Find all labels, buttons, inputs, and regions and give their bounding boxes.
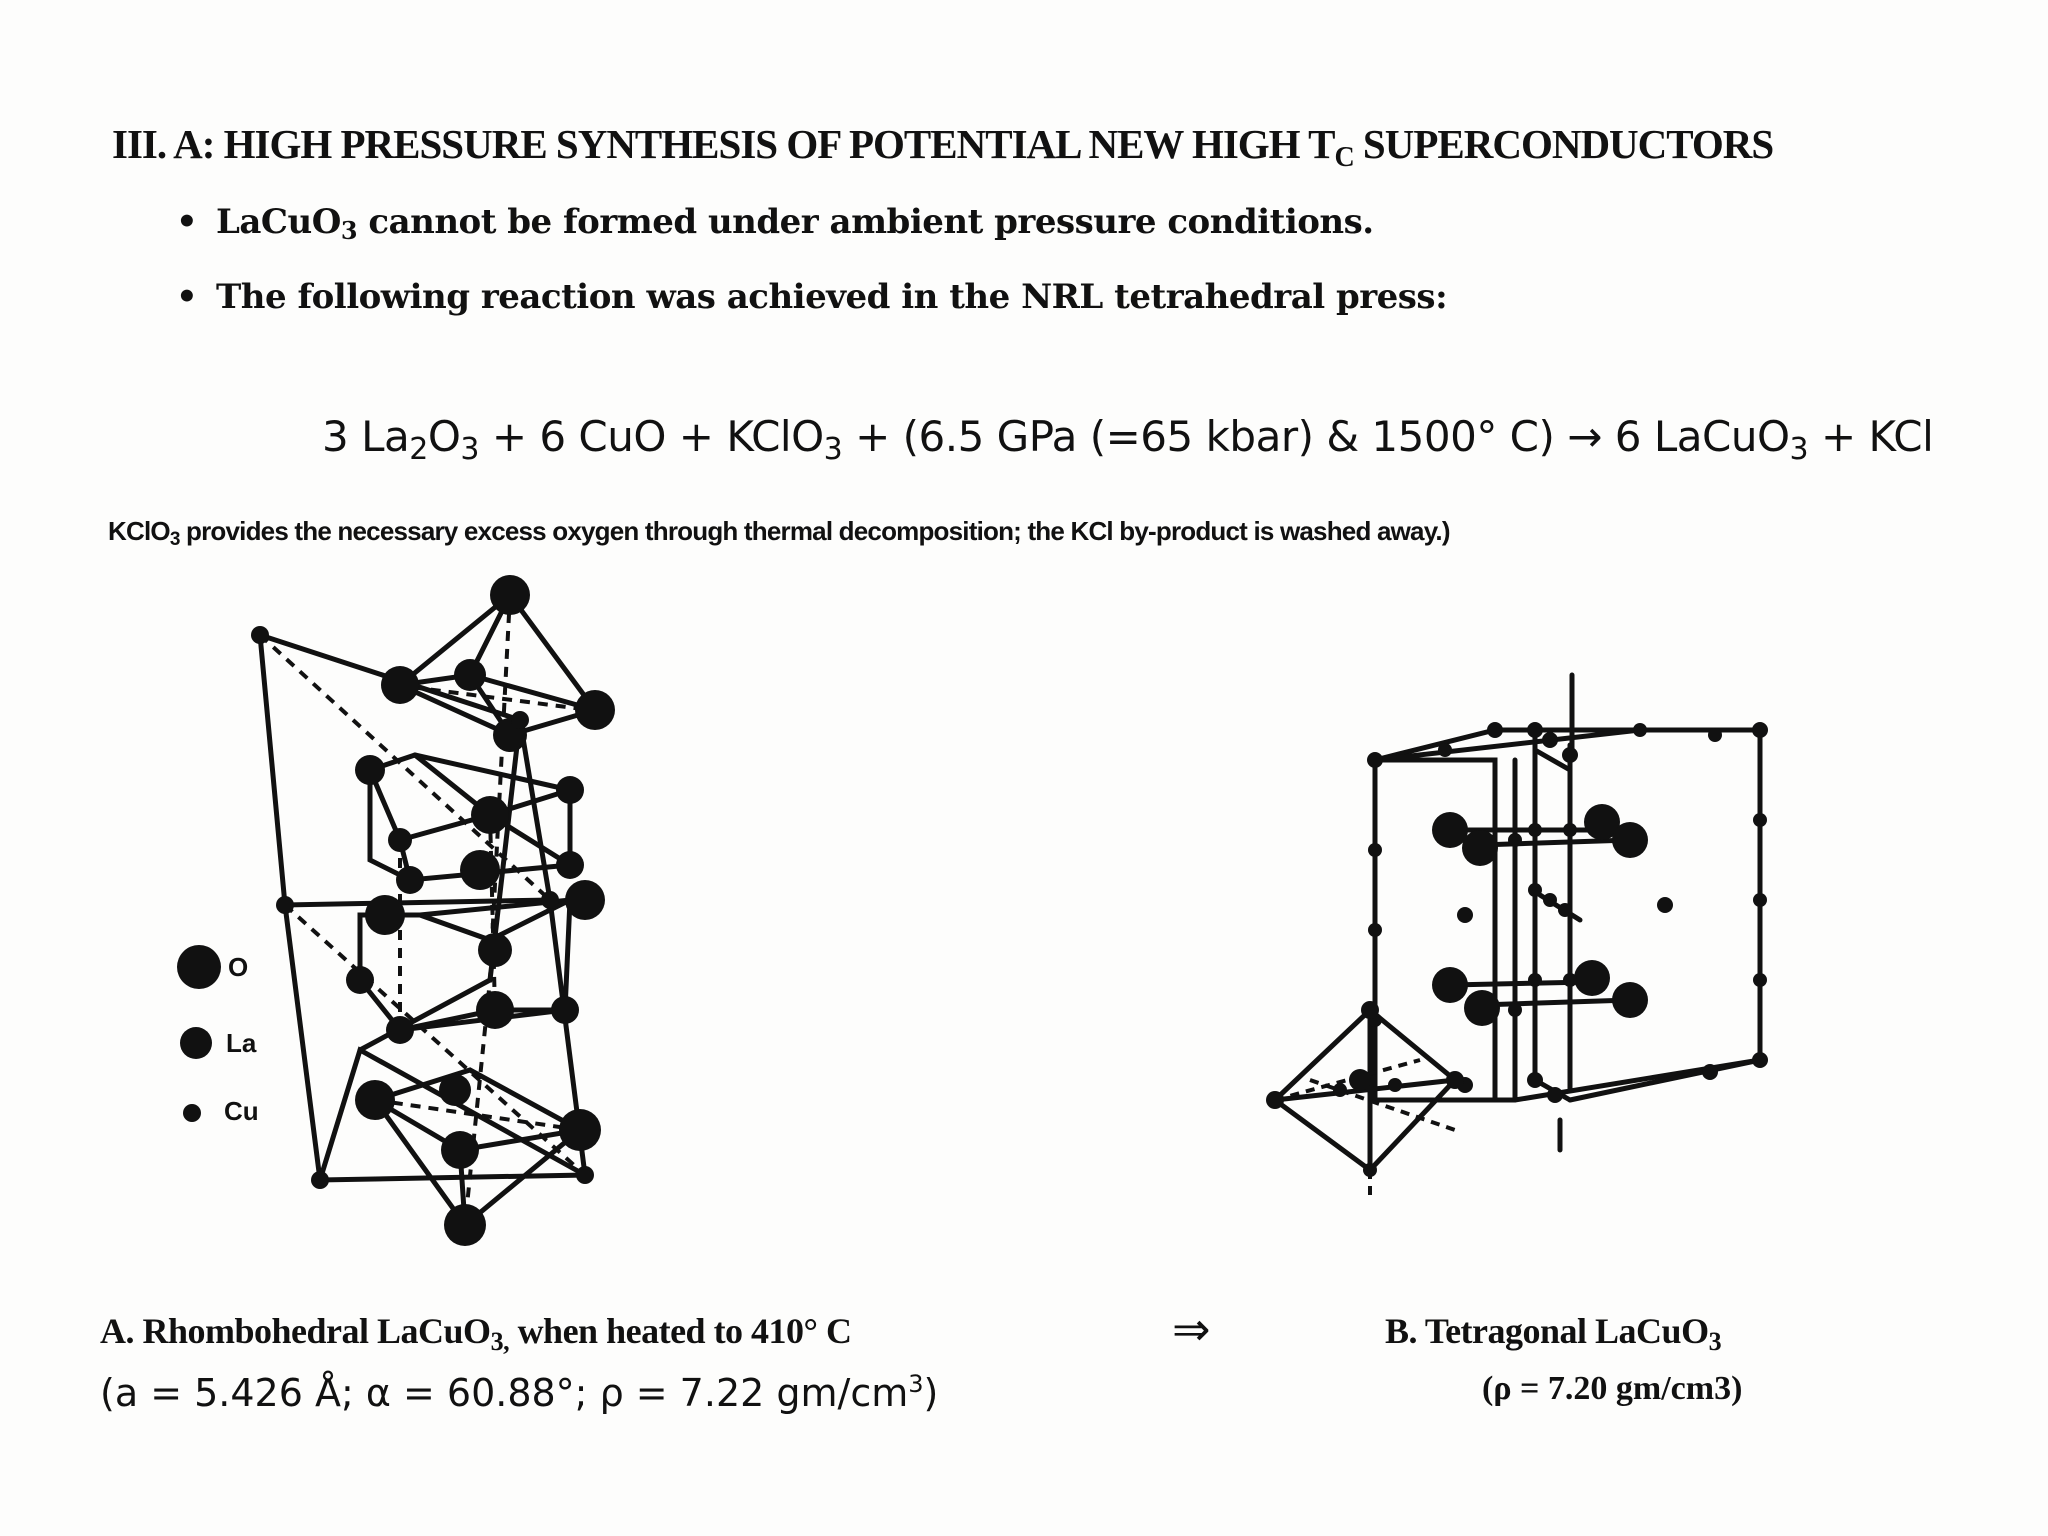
caption-tetragonal: B. Tetragonal LaCuO$_3$: [1385, 1311, 1722, 1356]
page-title: III. A: HIGH PRESSURE SYNTHESIS OF POTENTIAL NEW HIGH $T_C$ SUPERCONDUCTORS: [112, 121, 1774, 173]
tetragonal-structure-diagram: [1250, 660, 1800, 1220]
bullet-item-2: • The following reaction was achieved in the NRL tetrahedral press:: [176, 277, 1448, 317]
lanthanum-atom-icon: [180, 1027, 212, 1059]
reaction-arrow-icon: →: [1567, 412, 1602, 461]
rhombohedral-properties: (a = 5.426 Å; α = 60.88°; ρ = 7.22 $gm/cm^3$): [100, 1370, 939, 1415]
reaction-note: KClO$_3$ provides the necessary excess oxygen through thermal decomposition; the KCl by-product is washed away.): [108, 516, 1450, 550]
legend-label-copper: Cu: [224, 1096, 259, 1126]
rhombohedral-structure-diagram: [160, 560, 760, 1260]
bullet-icon: •: [176, 277, 198, 317]
legend-label-lanthanum: La: [226, 1028, 257, 1058]
reaction-equation: 3 $La_2O_3 + 6$ CuO + KClO$_3$ + (6.5 GPa (=65 kbar) & 1500° C) → 6 LaCuO$_3$ + KCl: [322, 412, 1934, 467]
legend-label-oxygen: O: [228, 952, 249, 982]
caption-rhombohedral: A. Rhombohedral LaCuO$_{3,}$ when heated to 410° C: [100, 1311, 852, 1356]
bullet-icon: •: [176, 202, 198, 242]
tetragonal-properties: (ρ = 7.20 gm/cm3): [1482, 1370, 1743, 1407]
transition-arrow-icon: ⇒: [1172, 1302, 1211, 1356]
oxygen-atom-icon: [177, 945, 221, 989]
copper-atom-icon: [183, 1104, 201, 1122]
bullet-item-1: • LaCuO$_3$ cannot be formed under ambient pressure conditions.: [176, 202, 1374, 245]
